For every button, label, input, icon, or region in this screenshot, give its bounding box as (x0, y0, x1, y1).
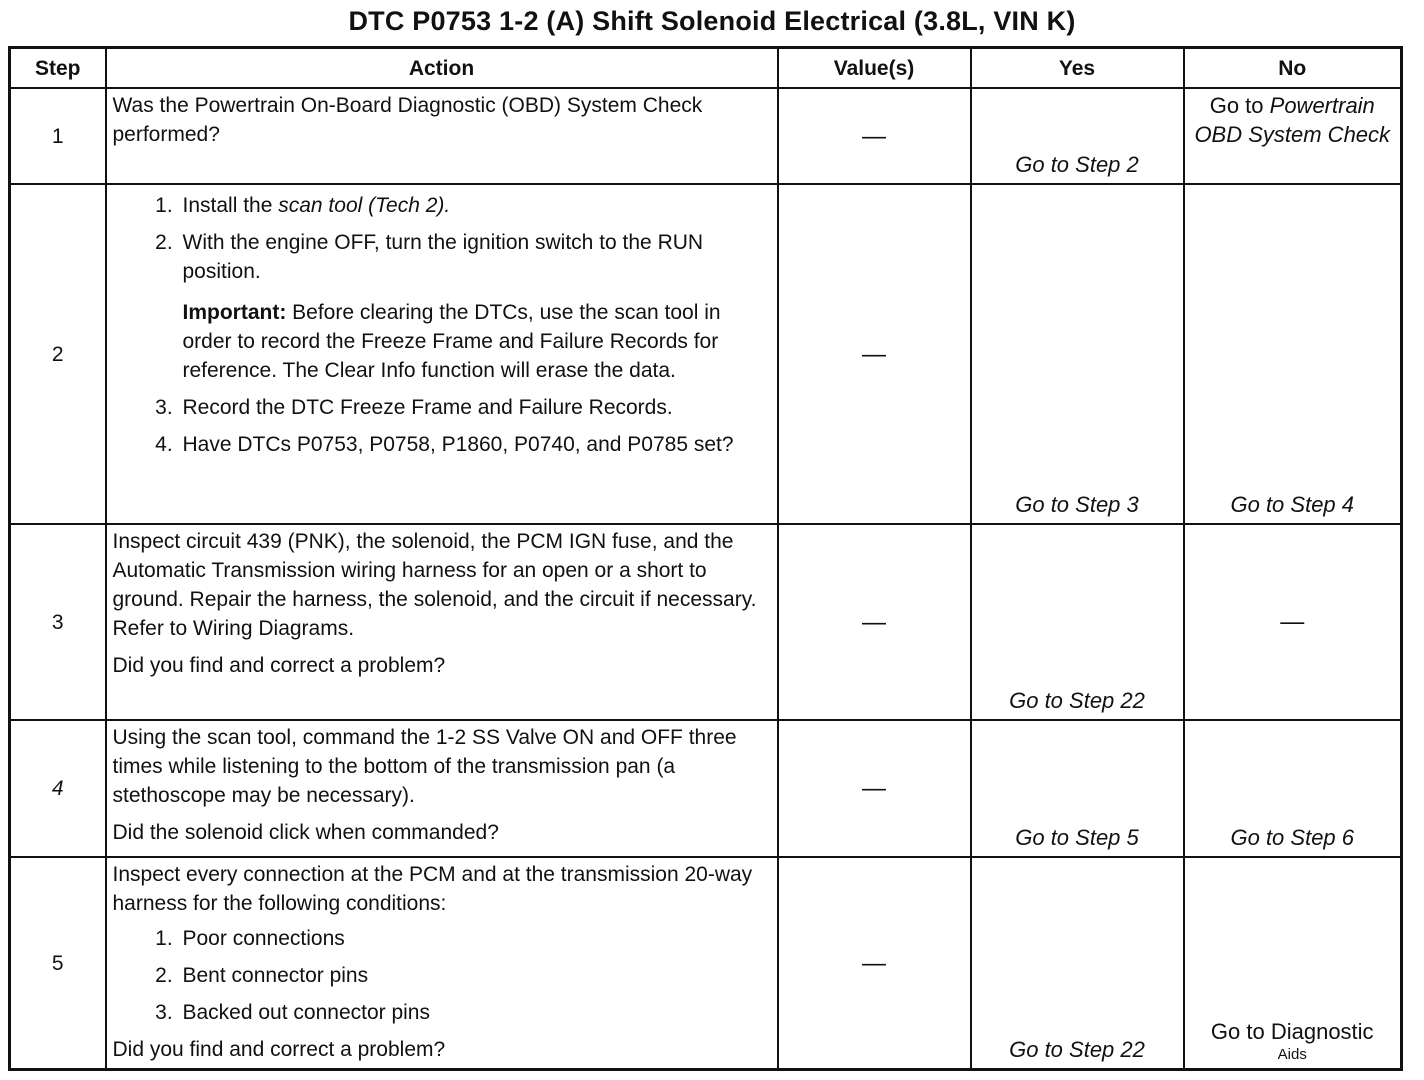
no-goto-link[interactable] (1185, 1018, 1401, 1064)
action-text: Inspect every connection at the PCM and at the transmission 20-way harness for the following conditions: (112, 863, 753, 915)
action-cell (106, 720, 778, 857)
important-note: Important: Before clearing the DTCs, use the scan tool in order to record the Freeze Frame and Failure Records for reference. The Clear Info function will erase the data. (182, 301, 721, 382)
no-cell (1184, 524, 1402, 720)
step-number: 3 (10, 524, 106, 720)
step-number: 2 (10, 184, 106, 524)
diagnostic-table (8, 46, 1403, 1071)
step-number: 5 (10, 857, 106, 1070)
value-cell: — (778, 524, 971, 720)
no-goto-prefix: Go to (1209, 93, 1264, 118)
list-item: 3. Record the DTC Freeze Frame and Failure Records. (179, 393, 771, 422)
action-cell (106, 524, 778, 720)
table-row (10, 88, 1402, 184)
yes-goto-link[interactable]: Go to Step 22 (1009, 688, 1145, 713)
action-text: Was the Powertrain On-Board Diagnostic (OBD) System Check performed? (112, 94, 703, 146)
action-question: Did you find and correct a problem? (112, 1038, 446, 1061)
yes-cell (971, 720, 1184, 857)
yes-cell (971, 857, 1184, 1070)
no-goto-target: Powertrain OBD System Check (1194, 93, 1391, 147)
table-row (10, 857, 1402, 1070)
action-question: Did you find and correct a problem? (112, 654, 446, 677)
action-cell (106, 184, 778, 524)
no-goto-line1: Go to Diagnostic (1210, 1019, 1374, 1044)
action-text: Using the scan tool, command the 1-2 SS Valve ON and OFF three times while listening to the bottom of the transmission pan (a stethoscope may be necessary). (112, 726, 737, 807)
yes-cell (971, 184, 1184, 524)
table-header-row (10, 48, 1402, 89)
yes-goto-link[interactable]: Go to Step 5 (1015, 825, 1139, 850)
list-item: 1. Install the scan tool (Tech 2). (179, 191, 771, 220)
no-goto-link[interactable] (1185, 89, 1401, 151)
yes-goto-link[interactable]: Go to Step 3 (1015, 492, 1139, 517)
yes-goto-link[interactable]: Go to Step 2 (1015, 152, 1139, 177)
yes-goto-link[interactable]: Go to Step 22 (1009, 1037, 1145, 1062)
value-cell: — (778, 720, 971, 857)
table-row (10, 720, 1402, 857)
action-cell (106, 88, 778, 184)
action-question: Did the solenoid click when commanded? (112, 821, 499, 844)
no-cell (1184, 184, 1402, 524)
action-cell (106, 857, 778, 1070)
no-goto-line2: Aids (1277, 1046, 1307, 1063)
list-item: 2. With the engine OFF, turn the ignition switch to the RUN position. Important: Before clearing the DTCs, use the scan tool in order to record the Freeze Frame and Failure Records for reference. The Clear Info function will erase the data. (179, 228, 771, 385)
list-item: 4. Have DTCs P0753, P0758, P1860, P0740, and P0785 set? (179, 430, 771, 459)
no-goto-link[interactable]: Go to Step 4 (1230, 492, 1355, 517)
value-cell: — (778, 184, 971, 524)
value-cell: — (778, 88, 971, 184)
condition-list (113, 924, 771, 1027)
list-item: 3. Backed out connector pins (179, 998, 771, 1027)
header-values: Value(s) (778, 48, 971, 89)
table-row (10, 184, 1402, 524)
header-step: Step (10, 48, 106, 89)
table-row (10, 524, 1402, 720)
no-cell (1184, 88, 1402, 184)
header-no: No (1184, 48, 1402, 89)
no-value: — (1280, 608, 1305, 636)
action-step-list (113, 191, 771, 459)
header-action: Action (106, 48, 778, 89)
step-number: 1 (10, 88, 106, 184)
no-cell (1184, 720, 1402, 857)
value-cell: — (778, 857, 971, 1070)
step-number: 4 (10, 720, 106, 857)
action-text: Inspect circuit 439 (PNK), the solenoid, the PCM IGN fuse, and the Automatic Transmission wiring harness for an open or a short to ground. Repair the harness, the solenoid, and the circuit if necessary. Refer to Wiring Diagrams. (112, 530, 757, 640)
list-item: 1. Poor connections (179, 924, 771, 953)
yes-cell (971, 524, 1184, 720)
no-goto-link[interactable]: Go to Step 6 (1230, 825, 1355, 850)
header-yes: Yes (971, 48, 1184, 89)
yes-cell (971, 88, 1184, 184)
list-item: 2. Bent connector pins (179, 961, 771, 990)
no-cell (1184, 857, 1402, 1070)
page-title: DTC P0753 1-2 (A) Shift Solenoid Electrical (3.8L, VIN K) (348, 6, 1076, 36)
